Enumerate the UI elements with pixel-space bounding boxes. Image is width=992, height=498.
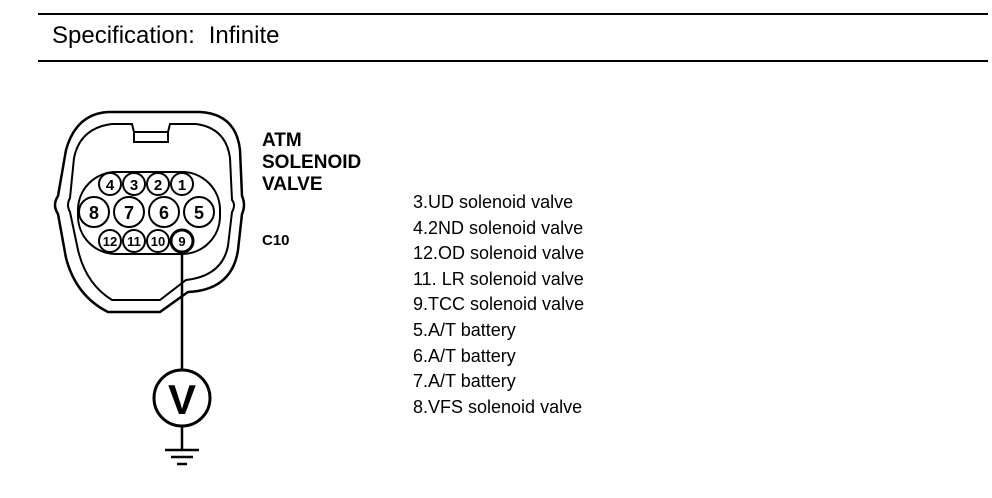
pin-label: 2 [153, 177, 163, 194]
pin-label: 8 [88, 203, 100, 223]
specification-value: Infinite [208, 22, 280, 49]
connector-name-line: SOLENOID [262, 152, 362, 173]
pin-row-top [99, 173, 193, 195]
pin-label: 5 [193, 203, 205, 223]
pin-label: 6 [158, 203, 170, 223]
pin-label: 1 [177, 177, 187, 194]
pin-label: 10 [150, 234, 166, 249]
voltmeter-symbol: V [167, 376, 197, 423]
connector-latch [134, 132, 168, 142]
pin-description-list [413, 190, 584, 420]
pin-description: 7.A/T battery [413, 371, 516, 392]
pin-label: 3 [129, 177, 139, 194]
pin-label: 11 [127, 234, 141, 249]
connector-code: C10 [262, 232, 290, 249]
pin-label: 4 [105, 177, 115, 194]
pin-description: 3.UD solenoid valve [413, 192, 574, 212]
pin-description: 11. LR solenoid valve [413, 268, 584, 289]
pin-description: 6.A/T battery [413, 345, 516, 366]
connector-name [262, 130, 361, 196]
specification-label: Specification: [52, 22, 195, 49]
pin-description: 9.TCC solenoid valve [413, 294, 585, 315]
connector-name-line: ATM [262, 130, 302, 151]
pin-label: 12 [102, 234, 118, 249]
ground-icon [165, 450, 199, 464]
pin-description: 4.2ND solenoid valve [413, 217, 584, 238]
pin-label: 7 [123, 203, 135, 223]
pin-description: 8.VFS solenoid valve [413, 396, 583, 417]
pin-row-middle [79, 197, 214, 227]
pin-description: 12.OD solenoid valve [413, 243, 585, 264]
pin-description: 5.A/T battery [413, 319, 516, 340]
pin-row-bottom [99, 230, 193, 252]
pin-label: 9 [178, 234, 186, 249]
connector-name-line: VALVE [262, 174, 323, 195]
